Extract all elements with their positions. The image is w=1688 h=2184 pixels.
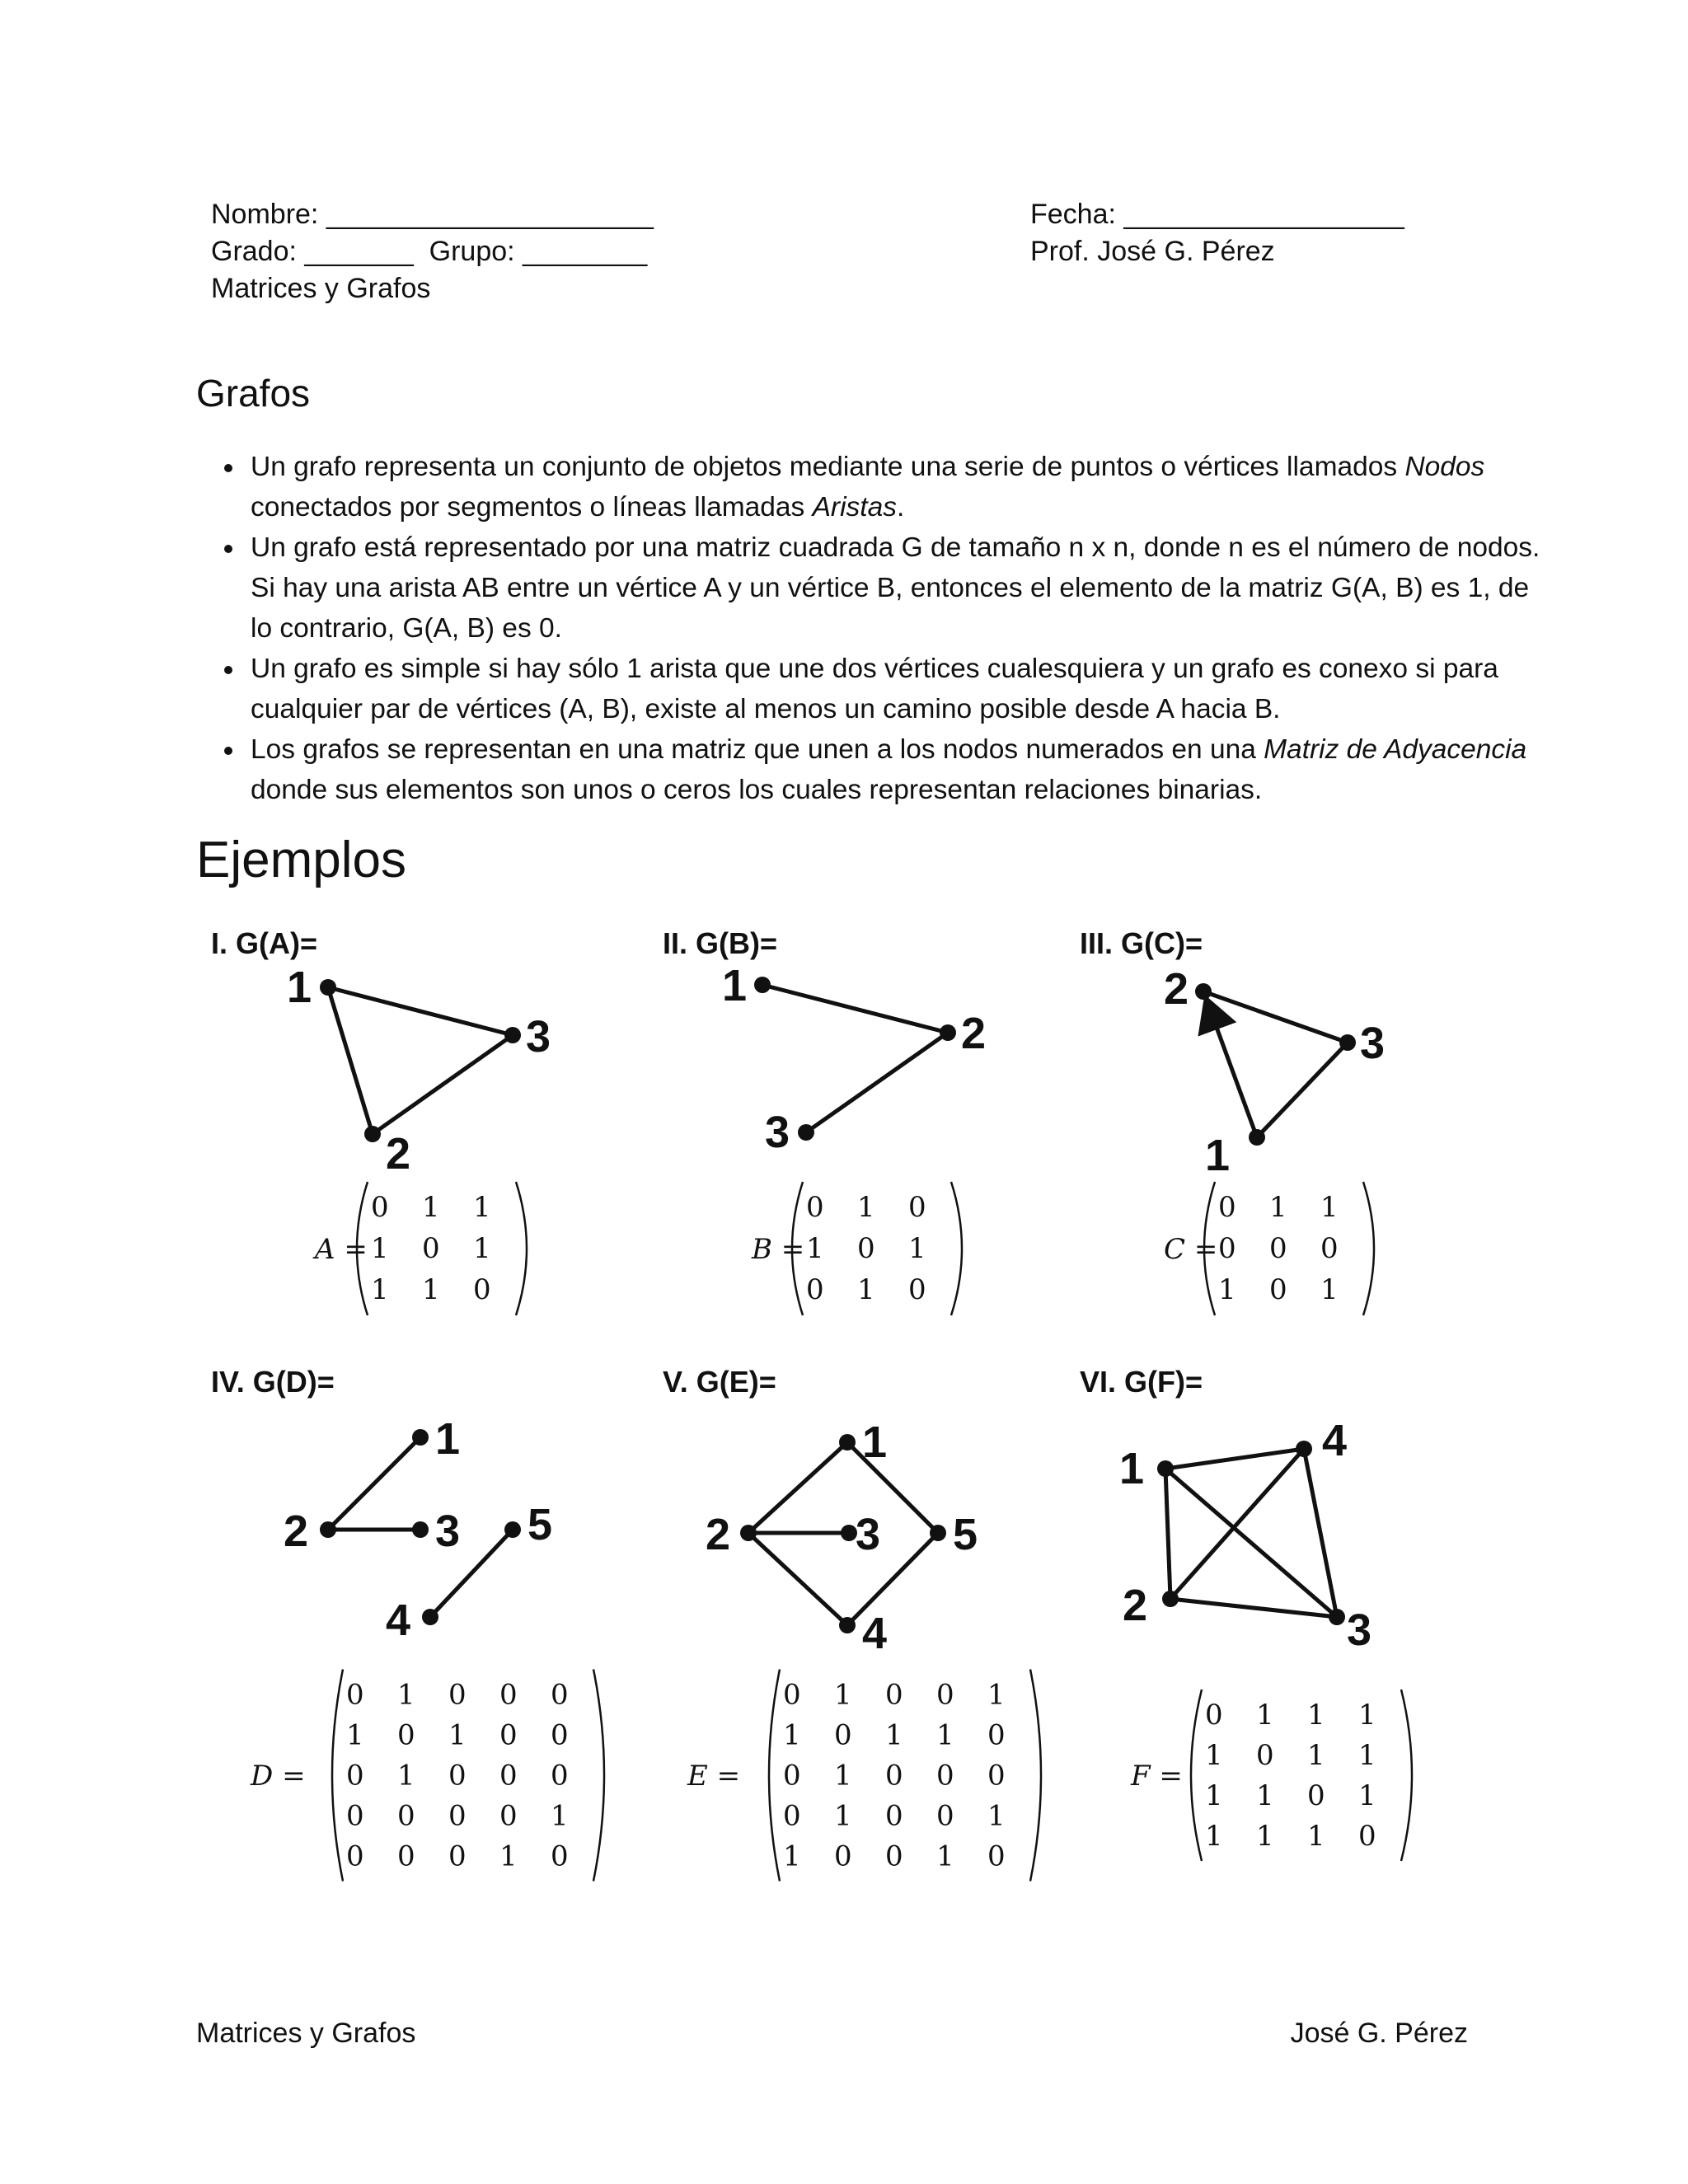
matrix-cell: 1 (1269, 1191, 1287, 1224)
node-label: 4 (386, 1596, 411, 1645)
example-label-f: VI. G(F)= (1080, 1365, 1203, 1399)
matrix-cell: 0 (936, 1759, 954, 1793)
teacher-line: Prof. José G. Pérez (1030, 236, 1275, 267)
matrix-cell: 0 (499, 1799, 518, 1833)
matrix-cell: 0 (551, 1759, 569, 1793)
matrix-cell: 1 (1205, 1820, 1223, 1853)
matrix-cell: 1 (783, 1840, 801, 1873)
graph-edge (748, 1533, 847, 1625)
matrix-cell: 0 (397, 1718, 415, 1752)
matrix-cell: 0 (551, 1840, 569, 1873)
matrix-cell: 0 (987, 1718, 1006, 1752)
matrix-cell: 1 (422, 1273, 440, 1306)
matrix-cell: 0 (346, 1799, 364, 1833)
node-label: 4 (1322, 1416, 1348, 1465)
topic-line: Matrices y Grafos (211, 273, 431, 304)
definition-text: conectados por segmentos o líneas llamadas (251, 492, 813, 523)
emphasis-term: Matriz de Adyacencia (1264, 734, 1527, 765)
matrix-cell: 1 (1358, 1739, 1376, 1772)
node-label: 1 (435, 1414, 461, 1464)
matrix-cell: 1 (397, 1678, 415, 1712)
graph-node (740, 1525, 757, 1541)
matrix-cell: 1 (397, 1759, 415, 1793)
node-label: 3 (526, 1012, 551, 1062)
left-paren (1191, 1690, 1202, 1861)
matrix-cell: 0 (397, 1799, 415, 1833)
matrix-cell: 0 (448, 1759, 467, 1793)
graph-edge (748, 1442, 847, 1533)
adjacency-matrix-f (1130, 1690, 1412, 1861)
matrix-cell: 1 (783, 1718, 801, 1752)
graph-node (754, 977, 771, 993)
node-label: 1 (287, 963, 312, 1012)
matrix-cell: 1 (1320, 1273, 1339, 1306)
matrix-cell: 0 (936, 1678, 954, 1712)
matrix-cell: 0 (1218, 1232, 1236, 1265)
grade-group-field: Grado: _______ Grupo: ________ (211, 236, 648, 267)
adjacency-matrix-d (250, 1670, 604, 1882)
adjacency-matrix-b (751, 1182, 962, 1315)
matrix-cell: 0 (783, 1799, 801, 1833)
graph-node (320, 1521, 336, 1538)
matrix-cell: 0 (422, 1232, 440, 1265)
matrix-cell: 0 (885, 1799, 903, 1833)
matrix-cell: 1 (473, 1232, 491, 1265)
graph-node (422, 1609, 438, 1625)
graph-node (841, 1525, 857, 1541)
matrix-name: A = (315, 1233, 368, 1266)
graph-node (1195, 983, 1212, 1000)
graph-edge (328, 987, 373, 1134)
left-paren (332, 1670, 343, 1882)
node-label: 1 (1205, 1131, 1231, 1180)
matrix-cell: 0 (1256, 1739, 1274, 1772)
matrix-cell: 1 (1307, 1820, 1325, 1853)
node-label: 5 (953, 1510, 978, 1559)
example-label-b: II. G(B)= (663, 926, 778, 960)
node-label: 4 (862, 1609, 888, 1658)
matrix-name: C = (1164, 1233, 1218, 1266)
graph-node (1329, 1609, 1345, 1625)
node-label: 2 (706, 1510, 731, 1559)
graph-f (1119, 1416, 1372, 1655)
matrix-cell: 0 (936, 1799, 954, 1833)
node-label: 2 (284, 1507, 309, 1556)
matrix-name: B = (752, 1233, 805, 1266)
graph-e (706, 1418, 978, 1658)
matrix-cell: 1 (1256, 1699, 1274, 1732)
matrix-name: E = (687, 1760, 741, 1793)
footer-left: Matrices y Grafos (196, 2018, 416, 2049)
example-label-d: IV. G(D)= (211, 1365, 335, 1399)
node-label: 2 (1123, 1581, 1148, 1630)
matrix-cell: 0 (1320, 1232, 1339, 1265)
matrix-cell: 0 (346, 1840, 364, 1873)
matrix-cell: 0 (1205, 1699, 1223, 1732)
name-field: Nombre: _____________________ (211, 199, 654, 230)
example-label-e: V. G(E)= (663, 1365, 776, 1399)
matrix-cell: 1 (1218, 1273, 1236, 1306)
matrix-cell: 0 (987, 1759, 1006, 1793)
emphasis-term: Aristas (812, 492, 897, 523)
matrix-cell: 1 (1307, 1699, 1325, 1732)
matrix-cell: 1 (551, 1799, 569, 1833)
graph-edge (1165, 1469, 1170, 1599)
right-paren (593, 1670, 604, 1882)
date-field: Fecha: __________________ (1030, 199, 1404, 230)
left-paren (769, 1670, 780, 1882)
adjacency-matrix-c (1164, 1182, 1374, 1315)
matrix-cell: 1 (806, 1232, 824, 1265)
matrix-cell: 0 (834, 1718, 852, 1752)
node-label: 2 (961, 1009, 987, 1058)
node-label: 3 (765, 1108, 790, 1157)
emphasis-term: Nodos (1404, 452, 1485, 482)
right-paren (1030, 1670, 1041, 1882)
matrix-cell: 1 (885, 1718, 903, 1752)
graph-node (798, 1124, 814, 1141)
matrix-cell: 1 (1307, 1739, 1325, 1772)
matrix-cell: 1 (1320, 1191, 1339, 1224)
node-label: 5 (528, 1500, 553, 1549)
graph-node (839, 1434, 856, 1451)
matrix-name: D = (251, 1760, 306, 1793)
matrix-cell: 0 (448, 1840, 467, 1873)
graph-node (1249, 1129, 1265, 1146)
graph-edge (1165, 1449, 1304, 1469)
example-label-c: III. G(C)= (1080, 926, 1203, 960)
matrix-cell: 1 (1256, 1820, 1274, 1853)
matrix-cell: 0 (551, 1678, 569, 1712)
graph-node (320, 979, 336, 996)
matrix-cell: 0 (1269, 1273, 1287, 1306)
graph-edge (1170, 1599, 1337, 1617)
graph-edge (762, 985, 948, 1033)
matrix-cell: 0 (448, 1678, 467, 1712)
right-paren (1401, 1690, 1412, 1861)
graph-edge (1170, 1449, 1304, 1599)
graph-node (412, 1521, 429, 1538)
graph-node (930, 1525, 946, 1541)
section-title: Grafos (196, 372, 311, 415)
footer-right: José G. Pérez (1290, 2018, 1468, 2049)
matrix-cell: 0 (783, 1759, 801, 1793)
matrix-cell: 1 (1205, 1739, 1223, 1772)
right-paren (516, 1182, 527, 1315)
matrix-cell: 0 (987, 1840, 1006, 1873)
node-label: 2 (1164, 964, 1189, 1014)
node-label: 1 (862, 1418, 888, 1467)
matrix-cell: 0 (908, 1273, 926, 1306)
adjacency-matrix-e (687, 1670, 1041, 1882)
matrix-cell: 0 (346, 1678, 364, 1712)
node-label: 3 (435, 1507, 461, 1556)
matrix-cell: 0 (371, 1191, 389, 1224)
definition-text: donde sus elementos son unos o ceros los cuales representan relaciones binarias. (251, 775, 1263, 805)
graph-node (839, 1617, 856, 1633)
node-label: 3 (1360, 1019, 1386, 1068)
matrix-cell: 1 (448, 1718, 467, 1752)
definition-text: Un grafo es simple si hay sólo 1 arista que une dos vértices cualesquiera y un grafo es conexo si para cualquier par de vértices (A, B), existe al menos un camino posible desde A hacia B. (251, 654, 1498, 724)
graph-d (284, 1414, 552, 1645)
matrix-cell: 0 (499, 1678, 518, 1712)
matrix-cell: 0 (857, 1232, 875, 1265)
definition-text: . (896, 492, 905, 523)
matrix-cell: 0 (1218, 1191, 1236, 1224)
matrix-cell: 1 (857, 1273, 875, 1306)
matrix-cell: 1 (473, 1191, 491, 1224)
matrix-cell: 0 (473, 1273, 491, 1306)
matrix-cell: 0 (885, 1759, 903, 1793)
graph-edge (328, 1437, 420, 1530)
node-label: 2 (386, 1129, 411, 1179)
matrix-cell: 0 (806, 1273, 824, 1306)
matrix-cell: 1 (987, 1799, 1006, 1833)
graph-node (412, 1429, 429, 1446)
matrix-cell: 0 (885, 1678, 903, 1712)
matrix-cell: 1 (371, 1232, 389, 1265)
graph-node (1296, 1441, 1312, 1457)
graph-b (722, 961, 986, 1157)
graph-edge (1207, 1002, 1257, 1137)
graph-edge (806, 1033, 948, 1132)
matrix-cell: 1 (1205, 1779, 1223, 1812)
right-paren (1363, 1182, 1374, 1315)
graph-node (504, 1521, 521, 1538)
node-label: 3 (856, 1510, 881, 1559)
matrix-cell: 0 (783, 1678, 801, 1712)
graph-node (1339, 1034, 1356, 1051)
matrix-cell: 0 (1269, 1232, 1287, 1265)
matrix-cell: 0 (499, 1718, 518, 1752)
matrix-cell: 1 (987, 1678, 1006, 1712)
matrix-cell: 1 (857, 1191, 875, 1224)
matrix-cell: 1 (908, 1232, 926, 1265)
adjacency-matrix-a (312, 1182, 527, 1315)
examples-title: Ejemplos (196, 832, 406, 888)
matrix-cell: 0 (1307, 1779, 1325, 1812)
node-label: 1 (722, 961, 748, 1010)
matrix-cell: 0 (885, 1840, 903, 1873)
matrix-cell: 1 (834, 1678, 852, 1712)
graph-edge (373, 1035, 513, 1134)
definition-text: Un grafo está representado por una matriz cuadrada G de tamaño n x n, donde n es el número de nodos. Si hay una arista AB entre un vértice A y un vértice B, entonces el elemento de la matriz G(A, B) es 1, de lo contrario, G(A, B) es 0. (251, 532, 1540, 644)
matrix-name: F = (1131, 1760, 1183, 1793)
graph-c (1164, 964, 1385, 1180)
graph-a (287, 963, 551, 1179)
definition-text: Un grafo representa un conjunto de objetos mediante una serie de puntos o vértices llamados (251, 452, 1405, 482)
matrix-cell: 1 (936, 1718, 954, 1752)
matrix-cell: 1 (1256, 1779, 1274, 1812)
example-label-a: I. G(A)= (211, 926, 318, 960)
matrix-cell: 0 (397, 1840, 415, 1873)
matrix-cell: 1 (371, 1273, 389, 1306)
matrix-cell: 0 (346, 1759, 364, 1793)
matrix-cell: 1 (834, 1759, 852, 1793)
graph-node (504, 1027, 521, 1043)
graph-edge (328, 987, 513, 1035)
matrix-cell: 1 (936, 1840, 954, 1873)
definition-text: Los grafos se representan en una matriz que unen a los nodos numerados en una (251, 734, 1264, 765)
matrix-cell: 1 (1358, 1699, 1376, 1732)
graph-node (1162, 1591, 1179, 1607)
matrix-cell: 0 (908, 1191, 926, 1224)
matrix-cell: 0 (834, 1840, 852, 1873)
graph-edge (1203, 991, 1348, 1043)
matrix-cell: 0 (1358, 1820, 1376, 1853)
matrix-cell: 0 (448, 1799, 467, 1833)
graph-node (364, 1126, 381, 1142)
matrix-cell: 1 (834, 1799, 852, 1833)
matrix-cell: 1 (422, 1191, 440, 1224)
matrix-cell: 1 (346, 1718, 364, 1752)
matrix-cell: 1 (1358, 1779, 1376, 1812)
graph-edge (1257, 1043, 1348, 1137)
right-paren (951, 1182, 962, 1315)
matrix-cell: 1 (499, 1840, 518, 1873)
node-label: 3 (1347, 1605, 1372, 1655)
graph-node (940, 1024, 956, 1041)
matrix-cell: 0 (806, 1191, 824, 1224)
node-label: 1 (1119, 1444, 1145, 1493)
matrix-cell: 0 (499, 1759, 518, 1793)
graph-node (1157, 1460, 1174, 1477)
matrix-cell: 0 (551, 1718, 569, 1752)
